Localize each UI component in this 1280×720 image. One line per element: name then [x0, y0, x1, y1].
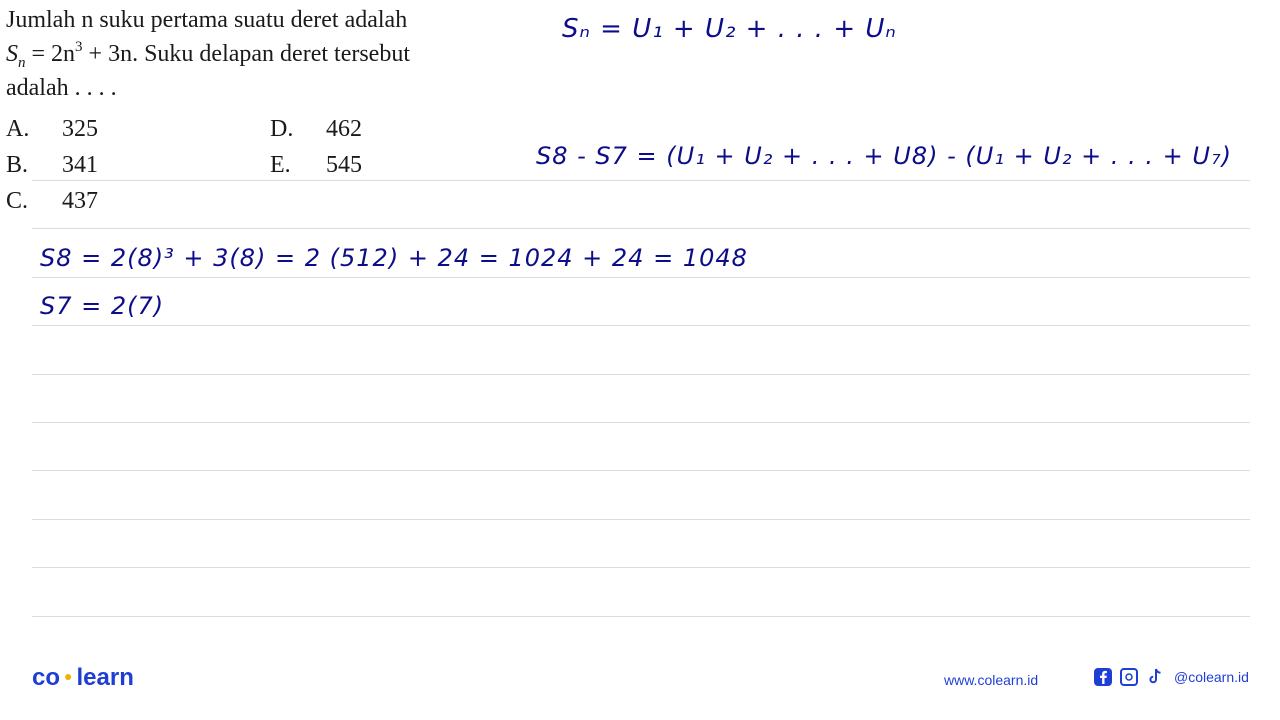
option-value: 325 — [62, 116, 98, 142]
ruled-line — [32, 180, 1250, 181]
problem-line-2 — [6, 38, 410, 72]
option-value: 462 — [326, 116, 362, 142]
handwritten-difference: S8 - S7 = (U₁ + U₂ + . . . + U8) - (U₁ + U₂ + . . . + U₇) — [536, 142, 1232, 170]
logo-dot: ● — [64, 668, 73, 684]
option-value: 545 — [326, 152, 362, 178]
problem-statement — [6, 4, 410, 106]
problem-line-3: adalah . . . . — [6, 75, 117, 101]
formula-end: + 3n. Suku delapan deret tersebut — [82, 41, 410, 67]
colearn-logo[interactable] — [32, 664, 134, 692]
ruled-line — [32, 422, 1250, 423]
option-c — [6, 188, 98, 215]
ruled-line — [32, 470, 1250, 471]
sn-subscript: n — [18, 55, 26, 71]
website-link[interactable]: www.colearn.id — [944, 672, 1039, 688]
option-e — [270, 152, 362, 179]
social-handle[interactable]: @colearn.id — [1174, 669, 1249, 685]
ruled-line — [32, 325, 1250, 326]
formula-middle: = 2n — [25, 41, 76, 67]
tiktok-icon[interactable] — [1146, 668, 1164, 686]
sn-symbol: S — [6, 41, 18, 67]
handwritten-s7-calculation: S7 = 2(7) — [40, 292, 165, 320]
option-d — [270, 116, 362, 143]
exponent: 3 — [75, 39, 83, 55]
problem-line-1: Jumlah n suku pertama suatu deret adalah — [6, 7, 408, 33]
option-label: D. — [270, 116, 294, 142]
ruled-line — [32, 277, 1250, 278]
option-label: E. — [270, 152, 291, 178]
option-label: C. — [6, 188, 29, 214]
ruled-line — [32, 228, 1250, 229]
handwritten-s8-calculation: S8 = 2(8)³ + 3(8) = 2 (512) + 24 = 1024 + 24 = 1048 — [40, 244, 748, 272]
ruled-line — [32, 567, 1250, 568]
ruled-line — [32, 519, 1250, 520]
ruled-line — [32, 616, 1250, 617]
facebook-icon[interactable] — [1094, 668, 1112, 686]
option-label: B. — [6, 152, 29, 178]
option-b — [6, 152, 98, 179]
instagram-icon[interactable] — [1120, 668, 1138, 686]
logo-text-learn: learn — [76, 664, 134, 691]
handwritten-sum-formula: Sₙ = U₁ + U₂ + . . . + Uₙ — [562, 14, 897, 44]
ruled-line — [32, 374, 1250, 375]
social-links — [1094, 668, 1249, 686]
option-a — [6, 116, 98, 143]
option-value: 341 — [62, 152, 98, 178]
option-value: 437 — [62, 188, 98, 214]
logo-text-co: co — [32, 664, 61, 691]
option-label: A. — [6, 116, 30, 142]
